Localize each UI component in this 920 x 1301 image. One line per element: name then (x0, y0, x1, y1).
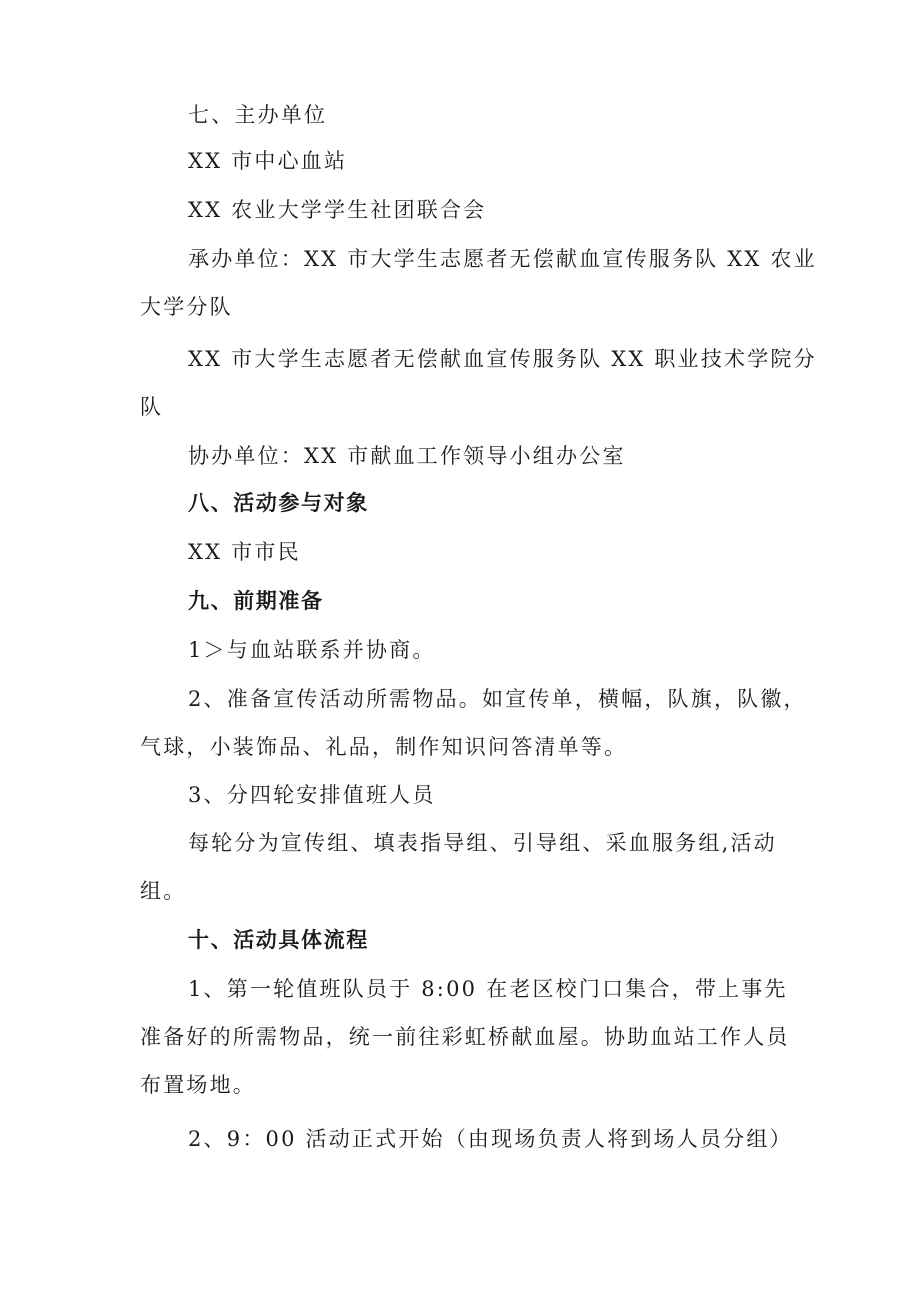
section-8-heading: 八、活动参与对象 (188, 491, 369, 515)
section-10-heading: 十、活动具体流程 (188, 928, 369, 952)
organizer-1: XX 市中心血站 (188, 149, 348, 173)
prep-item-2-line-2: 气球，小装饰品、礼品，制作知识问答清单等。 (140, 735, 628, 759)
host-unit-line-2: 大学分队 (140, 295, 233, 319)
host-unit-2-line-2: 队 (140, 395, 164, 419)
prep-item-1: 1＞与血站联系并协商。 (188, 638, 436, 662)
flow-step-1-line-2: 准备好的所需物品，统一前往彩虹桥献血屋。协助血站工作人员 (140, 1025, 790, 1049)
prep-item-3-detail-line-1: 每轮分为宣传组、填表指导组、引导组、采血服务组,活动 (188, 831, 777, 855)
flow-step-1-line-3: 布置场地。 (140, 1073, 256, 1097)
prep-item-3: 3、分四轮安排值班人员 (188, 783, 436, 807)
host-unit-line-1: 承办单位：XX 市大学生志愿者无偿献血宣传服务队 XX 农业 (188, 247, 817, 271)
organizer-2: XX 农业大学学生社团联合会 (188, 198, 487, 222)
section-9-heading: 九、前期准备 (188, 589, 324, 613)
flow-step-2: 2、9：00 活动正式开始（由现场负责人将到场人员分组） (188, 1127, 793, 1151)
section-7-heading: 七、主办单位 (188, 103, 328, 127)
flow-step-1-line-1: 1、第一轮值班队员于 8:00 在老区校门口集合，带上事先 (188, 977, 788, 1001)
participants: XX 市市民 (188, 540, 301, 564)
co-organizer: 协办单位：XX 市献血工作领导小组办公室 (188, 444, 626, 468)
host-unit-2-line-1: XX 市大学生志愿者无偿献血宣传服务队 XX 职业技术学院分 (188, 347, 817, 371)
prep-item-3-detail-line-2: 组。 (140, 879, 187, 903)
prep-item-2-line-1: 2、准备宣传活动所需物品。如宣传单，横幅，队旗，队徽， (188, 687, 807, 711)
